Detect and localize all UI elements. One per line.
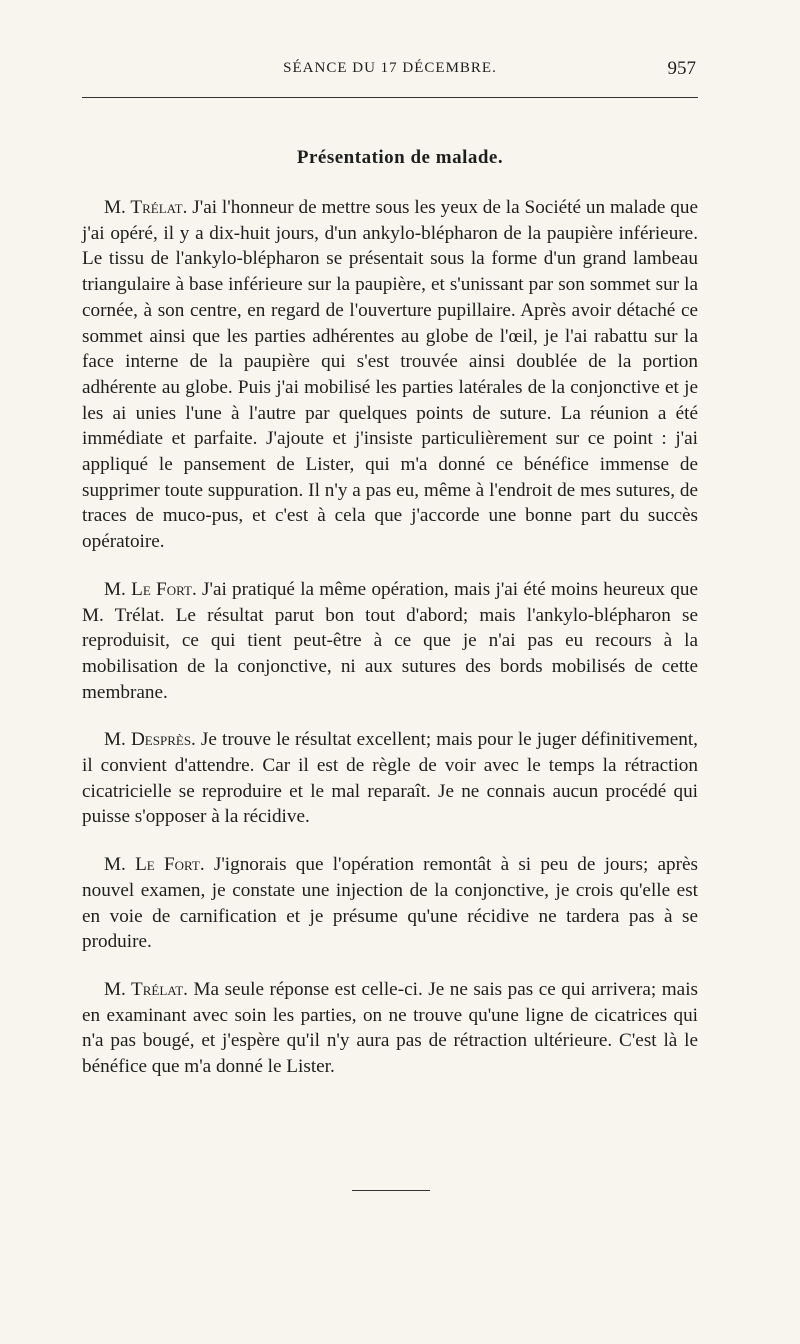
end-rule: [352, 1190, 430, 1191]
page-number: 957: [667, 58, 696, 79]
speaker-name: M. Trélat.: [104, 978, 188, 1000]
body-text: [82, 195, 698, 1080]
speaker-name: M. Desprès.: [104, 729, 196, 751]
paragraph-4: [82, 852, 698, 955]
paragraph-5: [82, 977, 698, 1080]
running-header: [82, 60, 698, 88]
section-title: Présentation de malade.: [296, 147, 504, 168]
running-title: SÉANCE DU 17 DÉCEMBRE.: [283, 60, 497, 76]
paragraph-text: Ma seule réponse est celle-ci. Je ne sais pas ce qui arrivera; mais en examinant avec soin les parties, on ne trouve qu'une ligne de cicatrices qui n'a pas bougé, et j'espère qu'il n'y aura pas de rétraction ultérieure. C'est là le bénéfice que m'a donné le Lister.: [82, 978, 698, 1078]
speaker-name: M. Trélat.: [104, 197, 188, 218]
paragraph-text: J'ai l'honneur de mettre sous les yeux de la Société un malade que j'ai opéré, il y a dix-huit jours, d'un ankylo-blépharon de la paupière inférieure. Le tissu de l'ankylo-blépharon se présentait sous la forme d'un grand lambeau triangulaire à base inférieure sur la paupière, et s'unissant par son sommet sur la cornée, à son centre, en regard de l'ouverture pupillaire. Après avoir détaché ce sommet ainsi que les parties adhérentes au globe de l'œil, je l'ai rabattu sur la face interne de la paupière qui s'est trouvée ainsi doublée de la portion adhérente au globe. Puis j'ai mobilisé les parties latérales de la conjonctive et je les ai unies l'une à l'autre par quelques points de suture. La réunion a été immédiate et parfaite. J'ajoute et j'insiste particulièrement sur ce point : j'ai appliqué le pansement de Lister, qui m'a donné ce bénéfice immense de supprimer toute suppuration. Il n'y a pas eu, même à l'endroit de mes sutures, de traces de muco-pus, et c'est à cela que j'accorde une bonne part du succès opératoire.: [82, 197, 698, 553]
speaker-name: M. Le Fort.: [104, 578, 197, 600]
paragraph-3: [82, 727, 698, 830]
paragraph-text: J'ignorais que l'opération remontât à si peu de jours; après nouvel examen, je constate une injection de la conjonctive, je crois qu'elle est en voie de carnification et je présume qu'une récidive ne tardera pas à se produire.: [82, 854, 698, 953]
paragraph-1: [82, 195, 698, 555]
speaker-name: M. Le Fort.: [104, 854, 205, 876]
paragraph-text: Je trouve le résultat excellent; mais pour le juger définitivement, il convient d'attendre. Car il est de règle de voir avec le temps la rétraction cicatricielle se reproduire et le mal reparaît. Je ne connais aucun procédé qui puisse s'opposer à la récidive.: [82, 729, 698, 828]
paragraph-2: [82, 577, 698, 706]
header-rule: [82, 97, 698, 98]
paragraph-text: J'ai pratiqué la même opération, mais j'ai été moins heureux que M. Trélat. Le résultat parut bon tout d'abord; mais l'ankylo-blépharon se reproduisit, ce qui tient peut-être à ce que je n'ai pas eu recours à la mobilisation de la conjonctive, ni aux sutures des bords mobilisés de cette membrane.: [82, 578, 698, 703]
